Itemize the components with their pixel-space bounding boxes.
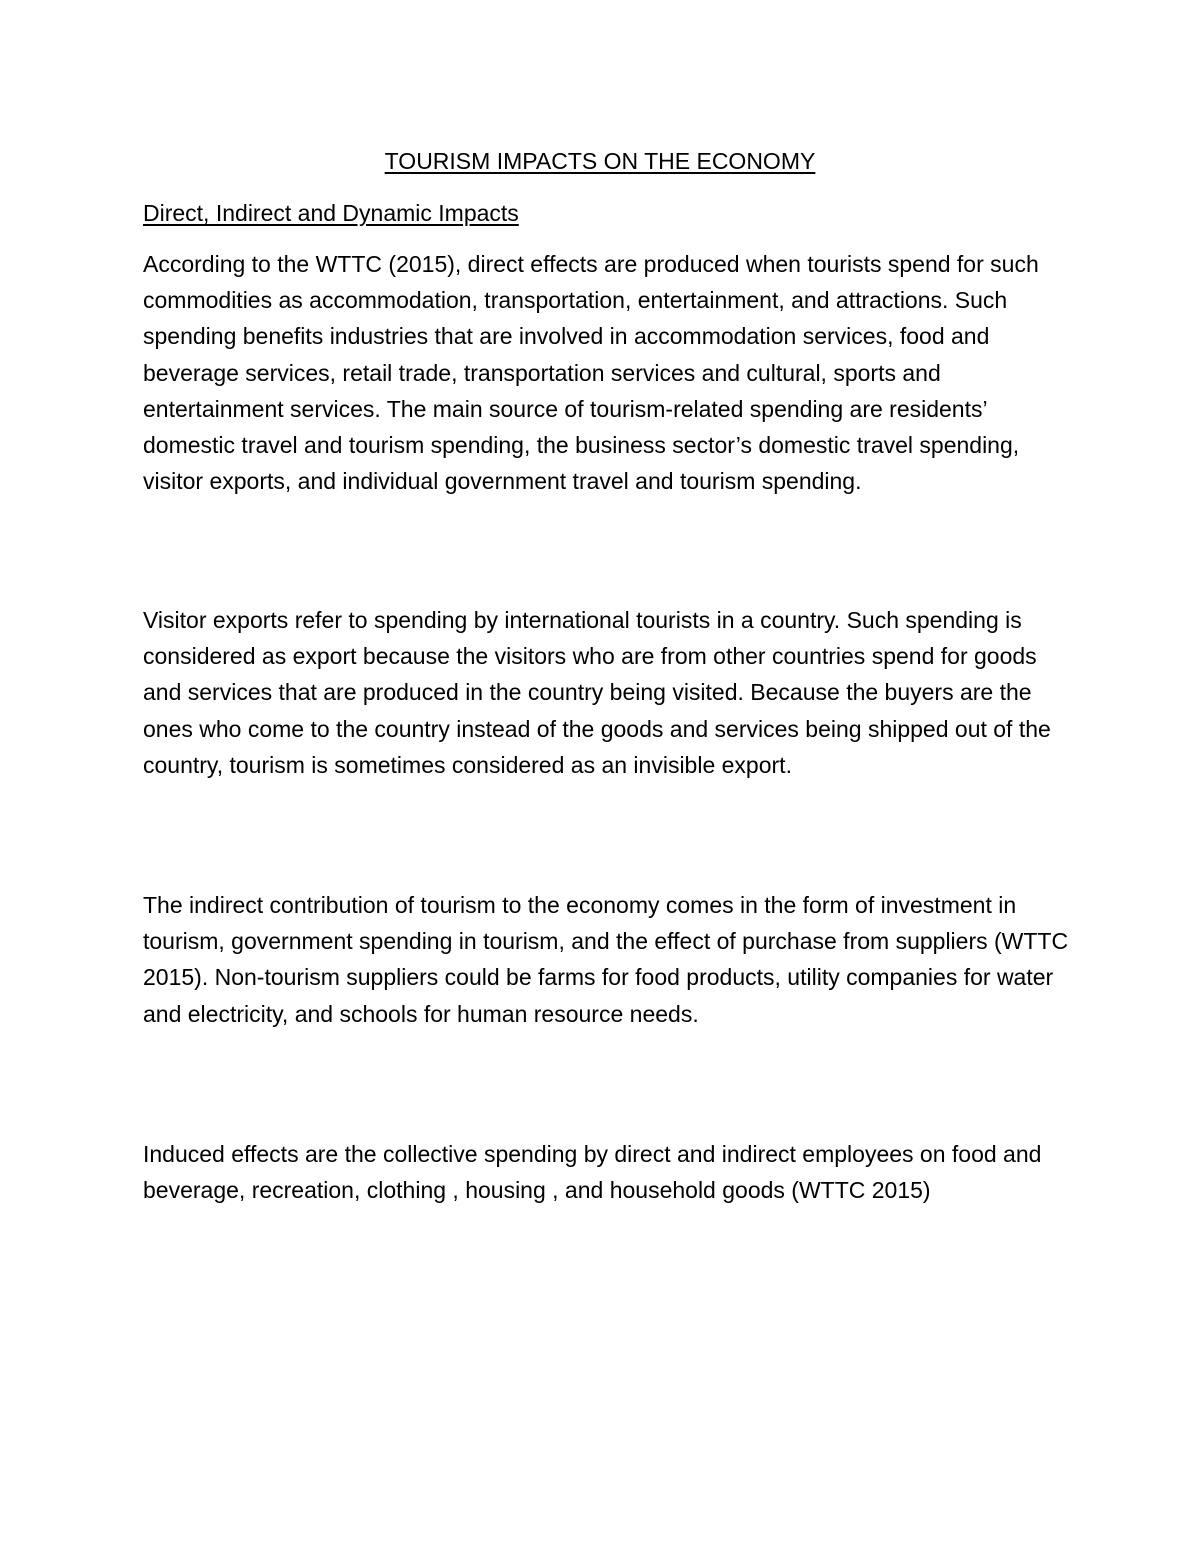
paragraph-indirect-contribution: The indirect contribution of tourism to the economy comes in the form of investment in tourism, government spending in tourism, and the effect of purchase from suppliers (WTTC 2015). Non-tourism suppliers could be farms for food products, utility companies for water and electricity, and schools for human resource needs.: [143, 892, 1069, 1027]
paragraph-direct-effects: According to the WTTC (2015), direct effects are produced when tourists spend for such commodities as accommodation, transportation, entertainment, and attractions. Such spending benefits industries that are involved in accommodation services, food and beverage services, retail trade, transportation services and cultural, sports and entertainment services. The main source of tourism-related spending are residents’ domestic travel and tourism spending, the business sector’s domestic travel spending, visitor exports, and individual government travel and tourism spending.: [143, 251, 1039, 495]
paragraph-induced-effects: Induced effects are the collective spending by direct and indirect employees on food and beverage, recreation, clothing , housing , and household goods (WTTC 2015): [143, 1141, 1042, 1204]
document-title: TOURISM IMPACTS ON THE ECONOMY: [384, 148, 816, 174]
section-heading: Direct, Indirect and Dynamic Impacts: [143, 200, 519, 226]
paragraph-visitor-exports: Visitor exports refer to spending by international tourists in a country. Such spending is considered as export because the visitors who are from other countries spend for goods and services that are produced in the country being visited. Because the buyers are the ones who come to the country instead of the goods and services being shipped out of the country, tourism is sometimes considered as an invisible export.: [143, 607, 1051, 778]
